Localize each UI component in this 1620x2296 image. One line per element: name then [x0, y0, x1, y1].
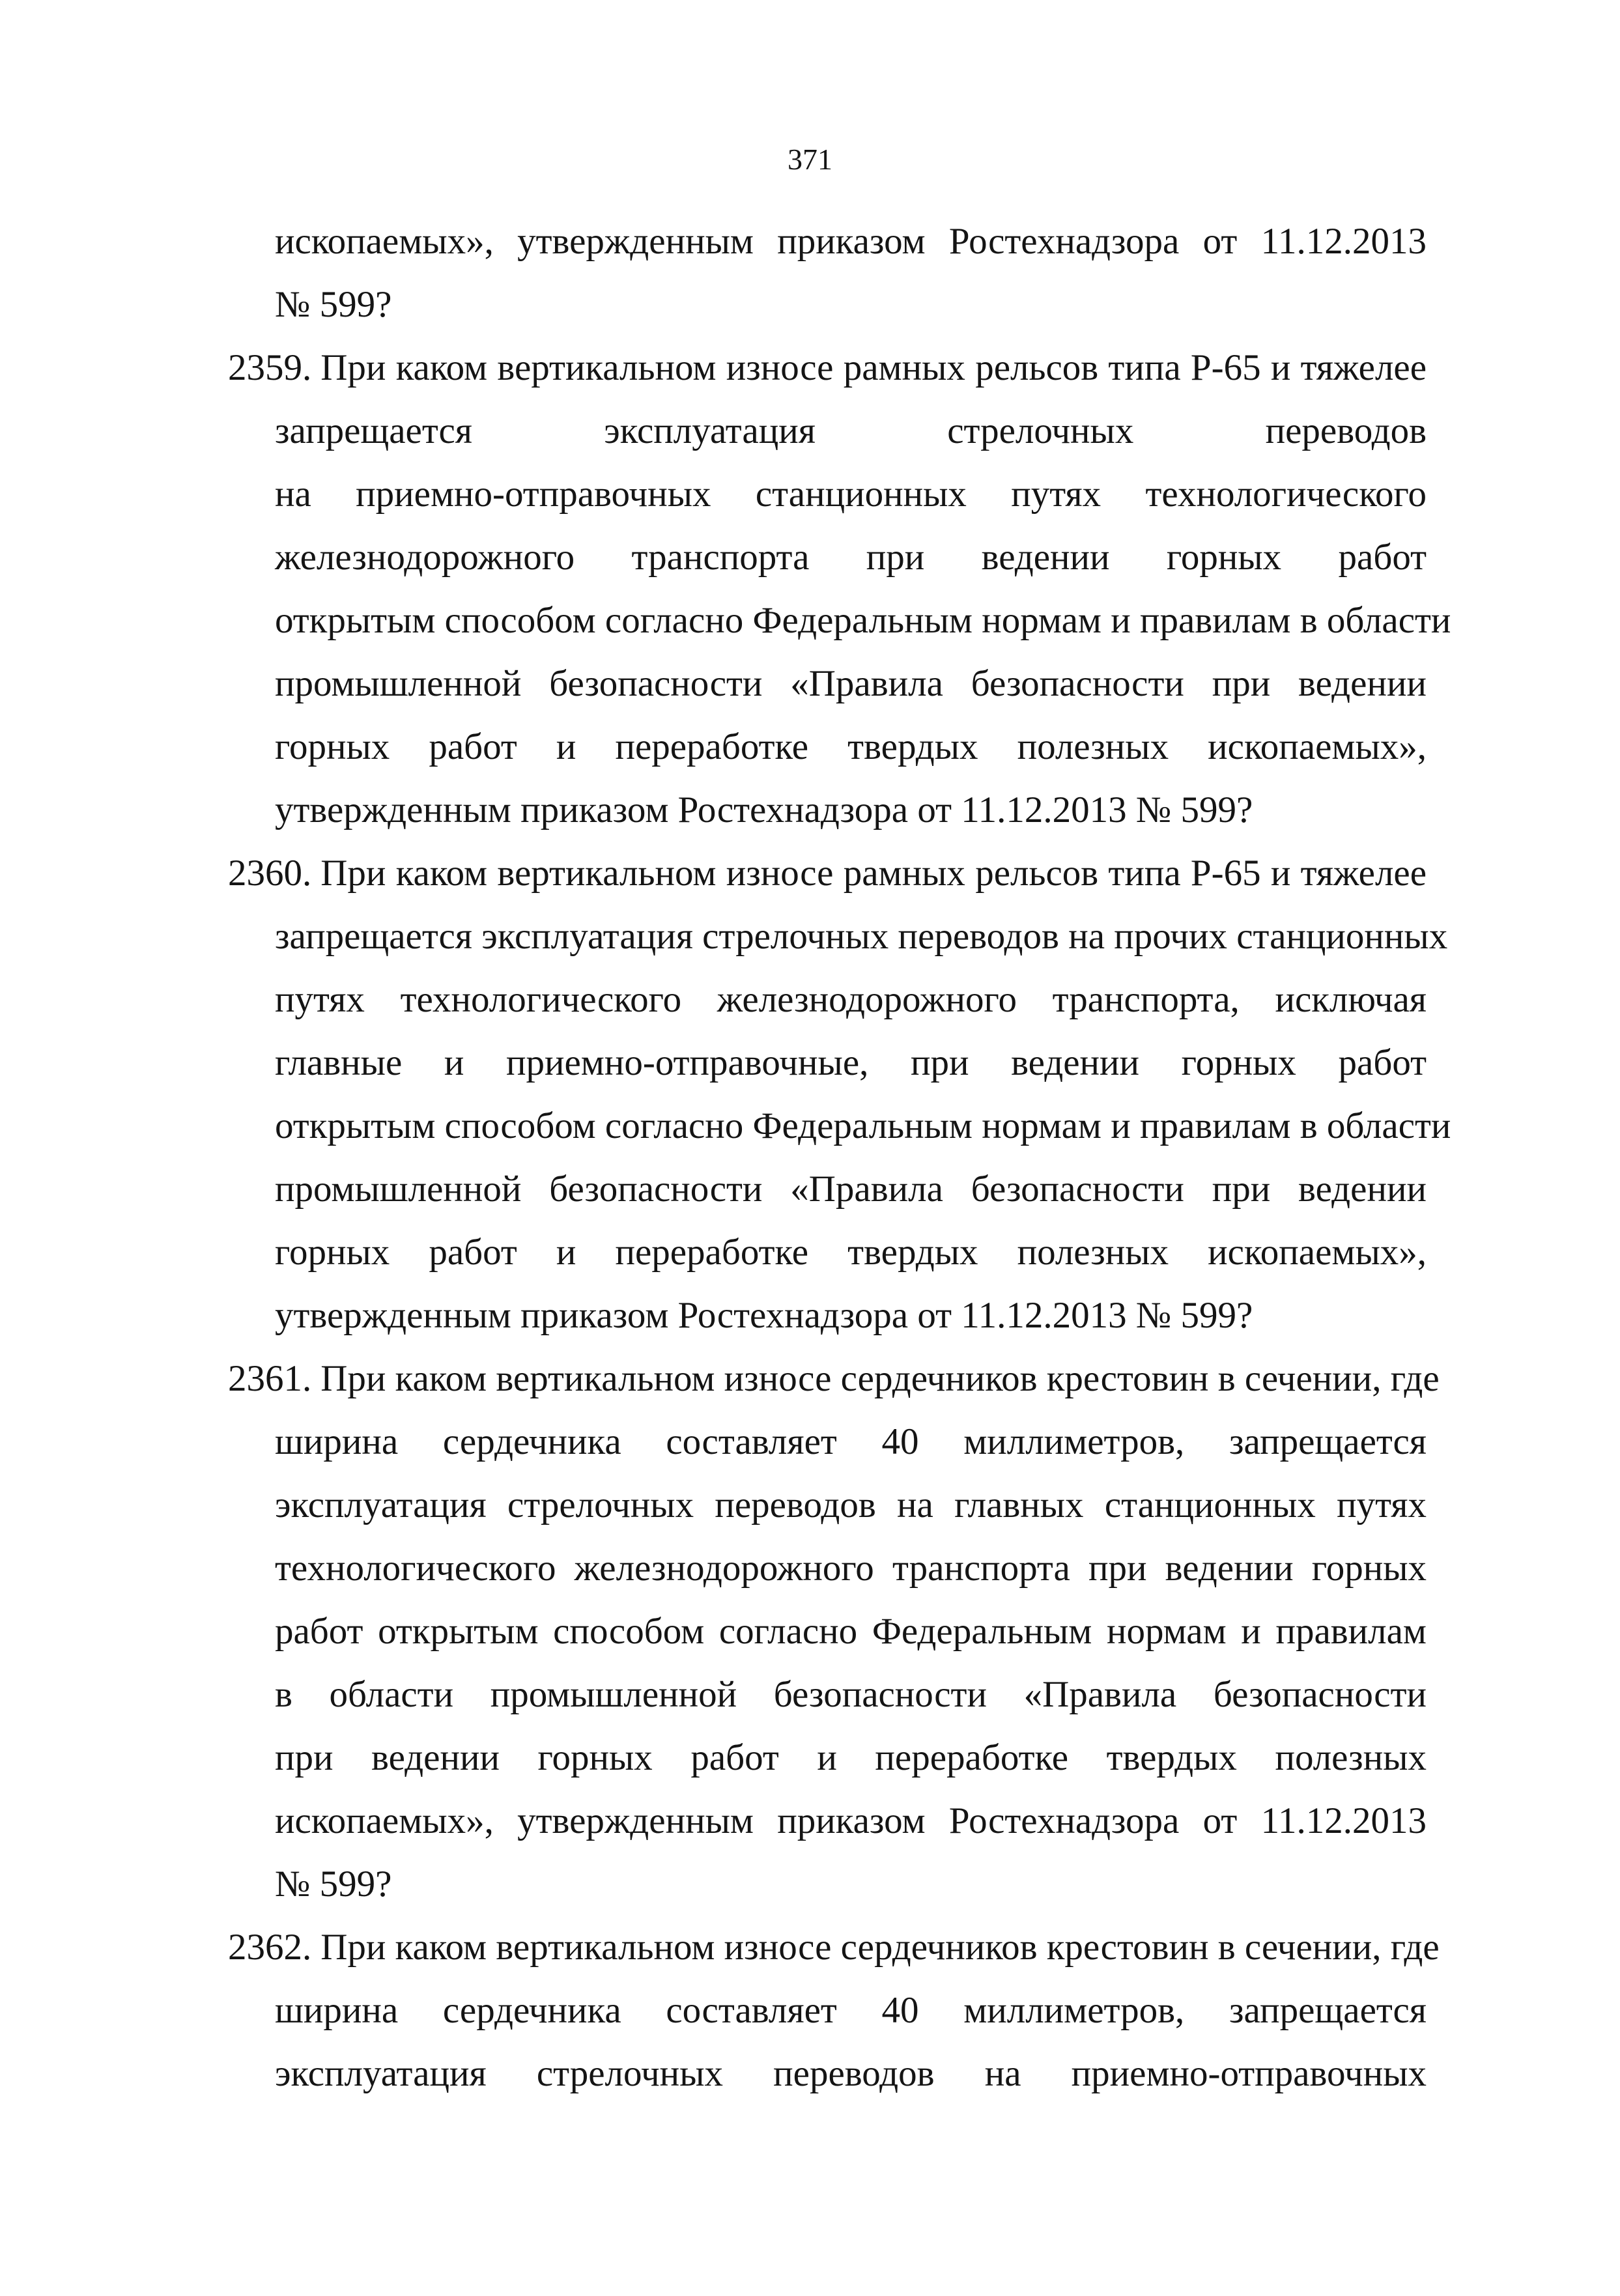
question-item [228, 1916, 1440, 2105]
text-line: утвержденным приказом Ростехнадзора от 11.12.2013 № 599? [275, 789, 1253, 830]
text-line: горных работ и переработке твердых полезных ископаемых», [275, 1232, 1427, 1273]
text-line: технологического железнодорожного транспорта при ведении горных [275, 1548, 1427, 1589]
document-body [228, 210, 1451, 2105]
text-line: путях технологического железнодорожного транспорта, исключая [275, 979, 1427, 1020]
text-line: ширина сердечника составляет 40 миллиметров, запрещается [275, 1990, 1427, 2031]
question-first-line [228, 1347, 1440, 1410]
text-line: При каком вертикальном износе рамных рельсов типа Р-65 и тяжелее [320, 347, 1427, 388]
text-line: ископаемых», утвержденным приказом Ростехнадзора от 11.12.2013 [275, 221, 1427, 262]
question-first-line [228, 842, 1427, 905]
text-line: При каком вертикальном износе рамных рельсов типа Р-65 и тяжелее [320, 853, 1427, 894]
text-line: запрещается эксплуатация стрелочных переводов [275, 410, 1427, 451]
question-number: 2359. [228, 347, 312, 388]
question-item [228, 1347, 1440, 1916]
question-number: 2361. [228, 1358, 312, 1399]
text-line: открытым способом согласно Федеральным нормам и правилам в области [275, 600, 1451, 641]
text-line: промышленной безопасности «Правила безопасности при ведении [275, 1169, 1427, 1210]
text-line: утвержденным приказом Ростехнадзора от 11.12.2013 № 599? [275, 1295, 1253, 1336]
text-line: запрещается эксплуатация стрелочных переводов на прочих станционных [275, 916, 1448, 957]
question-item [228, 842, 1451, 1347]
text-line: главные и приемно-отправочные, при ведении горных работ [275, 1042, 1427, 1083]
text-line: открытым способом согласно Федеральным нормам и правилам в области [275, 1105, 1451, 1146]
text-line: работ открытым способом согласно Федеральным нормам и правилам [275, 1611, 1427, 1652]
page-number: 371 [788, 143, 832, 176]
text-line: в области промышленной безопасности «Правила безопасности [275, 1674, 1427, 1715]
text-line: эксплуатация стрелочных переводов на главных станционных путях [275, 1484, 1427, 1525]
text-line: При каком вертикальном износе сердечников крестовин в сечении, где [320, 1358, 1440, 1399]
text-line: железнодорожного транспорта при ведении горных работ [275, 537, 1427, 578]
text-line: ископаемых», утвержденным приказом Ростехнадзора от 11.12.2013 [275, 1800, 1427, 1841]
text-line: № 599? [275, 284, 392, 325]
continuation-text [228, 210, 1427, 336]
text-line: эксплуатация стрелочных переводов на приемно-отправочных [275, 2053, 1427, 2094]
question-number: 2362. [228, 1927, 312, 1968]
text-line: ширина сердечника составляет 40 миллиметров, запрещается [275, 1421, 1427, 1462]
question-number: 2360. [228, 853, 312, 894]
question-first-line [228, 1916, 1440, 1979]
text-line: При каком вертикальном износе сердечников крестовин в сечении, где [320, 1927, 1440, 1968]
question-item [228, 336, 1451, 842]
text-line: горных работ и переработке твердых полезных ископаемых», [275, 726, 1427, 767]
text-line: № 599? [275, 1864, 392, 1905]
text-line: промышленной безопасности «Правила безопасности при ведении [275, 663, 1427, 704]
question-first-line [228, 336, 1427, 399]
text-line: на приемно-отправочных станционных путях технологического [275, 474, 1427, 515]
text-line: при ведении горных работ и переработке твердых полезных [275, 1737, 1427, 1778]
